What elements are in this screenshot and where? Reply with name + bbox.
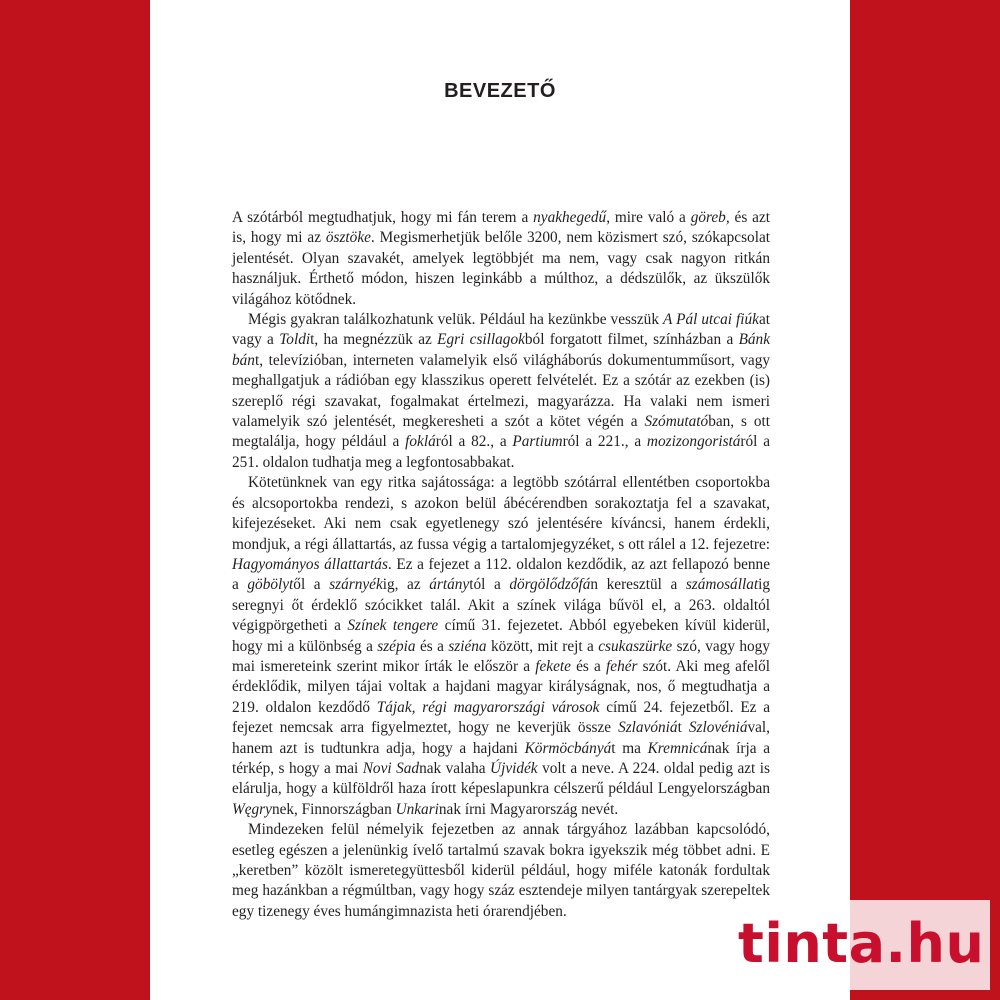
italic-term: sziéna [448,637,487,655]
text-run: tól a [469,576,510,594]
italic-term: A Pál utcai fiúk [663,311,759,329]
text-run: t, televízióban, interneten valamelyik első világháborús dokumentumműsort, vagy meghallgatjuk a rádióban egy klasszikus operett felvételét. Ez a szótár az ezekben (is) szereplő régi szavakat, fogalmakat értelmezi, magyarázza. Ha valaki nem ismeri valamelyik szó jelentését, megkeresheti a szót a kötet végén a [232,351,770,431]
text-run: t [677,719,689,737]
paragraph [232,208,770,310]
italic-term: Partium [512,433,563,451]
text-run: szót. Aki meg afelől érdeklődik, milyen tájai voltak a hajdani magyar királyságnak, nos, ő megtudhatja a 219. oldalon kezdődő [232,657,770,716]
italic-term: Kremnicá [647,739,708,757]
text-run: és a [570,657,607,675]
italic-term: dörgölődzőfá [509,576,591,594]
text-run: ig seregnyi őt érdeklő szócikket talál. Akit a színek világa bűvöl el, a 263. oldaltól végigpörgetheti a [232,576,771,635]
italic-term: Egri csillagok [437,331,525,349]
text-run: nak írni Magyarország nevét. [438,800,619,818]
text-run: Mégis gyakran találkozhatunk velük. Például ha kezünkbe vesszük [248,311,664,329]
paragraph [232,820,770,922]
text-run: at vagy a [232,311,770,349]
book-page [150,0,850,1000]
italic-term: Színek tengere [347,617,439,635]
body-text [232,208,770,922]
italic-term: foklá [405,433,436,451]
italic-term: Węgry [232,800,272,818]
text-run: nak írja a térkép, s hogy a mai [232,739,770,777]
text-run: ban, s ott megtalálja, hogy például a [232,413,770,451]
italic-term: göreb, [690,209,730,226]
text-run: n keresztül a [590,576,686,594]
italic-term: fehér [606,657,638,675]
page-title: BEVEZETŐ [444,80,556,102]
italic-term: Novi Sad [362,759,420,777]
text-run: ig, az [382,576,430,594]
text-run: ról a 251. oldalon tudhatja meg a legfontosabbakat. [232,433,770,471]
text-run: ról a 221., a [562,433,647,451]
text-run: t ma [611,739,648,757]
italic-term: fekete [535,657,571,675]
italic-term: csukaszürke [598,637,673,655]
italic-term: Szlavóniá [618,719,678,737]
italic-term: göbölyt [247,576,294,594]
italic-term: nyakhegedű [533,209,607,226]
text-run: című 24. fejezetből. Ez a fejezet nemcsak arra figyelmeztet, hogy ne keverjük össze [232,698,771,737]
text-run: ból forgatott filmet, színházban a [524,331,739,349]
italic-term: Toldi [279,331,311,349]
italic-term: Szlovéniá [688,719,748,737]
italic-term: Szómutató [644,413,709,431]
italic-term: ártány [429,576,470,594]
italic-term: Tájak, régi magyarországi városok [376,698,600,716]
paragraph [232,473,770,820]
watermark [736,900,990,990]
text-run: szó, vagy hogy mai ismereteink szerint mikor írták le először a [232,637,770,675]
text-run: t, ha megnézzük az [310,331,438,349]
italic-term: Unkari [395,800,439,818]
text-run: ől a [293,576,330,594]
italic-term: számosállat [685,576,759,594]
text-run: nak valaha [419,759,491,777]
text-run: . Megismerhetjük belőle 3200, nem közismert szó, szókapcsolat jelentését. Olyan szavakét, amelyek legtöbbjét ma nem, vagy csak nagyon ritkán használjuk. Érthető módon, hiszen leginkább a múlthoz, a dédszülők, az ükszülők világához kötődnek. [232,229,770,308]
text-run: ról a 82., a [435,433,513,451]
italic-term: Körmöcbányá [524,739,612,757]
text-run: A szótárból megtudhatjuk, hogy mi fán terem a [232,209,534,226]
text-run: , mire való a [606,209,691,226]
italic-term: szárnyék [329,576,383,594]
text-run: között, mit rejt a [486,637,599,655]
paragraph [232,310,770,473]
italic-term: ösztöke [325,229,371,247]
text-run: Kötetünknek van egy ritka sajátossága: a legtöbb szótárral ellentétben csoportokba és alcsoportokba rendezi, s azokon belül ábécérendben sorakoztatja fel a szavakat, kifejezéseket. Aki nem csak egyetlenegy szó jelentésére kíváncsi, hanem érdekli, mondjuk, a régi állattartás, az fussa végig a tartalomjegyzéket, s ott rálel a 12. fejezetre: [232,474,770,553]
text-run: Mindezeken felül némelyik fejezetben az annak tárgyához lazábban kapcsolódó, esetleg egészen a jelenünkig ívelő tartalmú szavak bokra igyekszik még többet adni. E „keretben” közölt ismeretegyüttesből kiderül például, hogy miféle katonák fordultak meg hazánkban a régmúltban, vagy hogy száz esztendeje milyen tantárgyak szerepeltek egy tizenegy éves humángimnazista heti órarendjében. [232,821,770,920]
italic-term: Bánk bán [232,331,770,369]
text-run: és a [415,637,449,655]
text-run: és azt is, hogy mi az [232,209,770,247]
text-run: című 31. fejezetet. Abból egyebeken kívül kiderül, hogy mi a különbség a [232,617,770,655]
watermark-text: tinta.hu [738,912,985,975]
text-run: val, hanem azt is tudtunkra adja, hogy a hajdani [232,719,770,757]
text-run: volt a neve. A 224. oldal pedig azt is elárulja, hogy a külföldről haza írott képeslapunkra célszerű például Lengyelországban [232,759,770,798]
italic-term: Hagyományos állattartás [232,555,388,573]
italic-term: szépia [377,637,416,655]
text-run: . Ez a fejezet a 112. oldalon kezdődik, az azt fellapozó benne a [232,555,770,594]
text-run: nek, Finnországban [271,800,396,818]
italic-term: Újvidék [490,759,538,777]
italic-term: mozizongoristá [646,433,741,451]
